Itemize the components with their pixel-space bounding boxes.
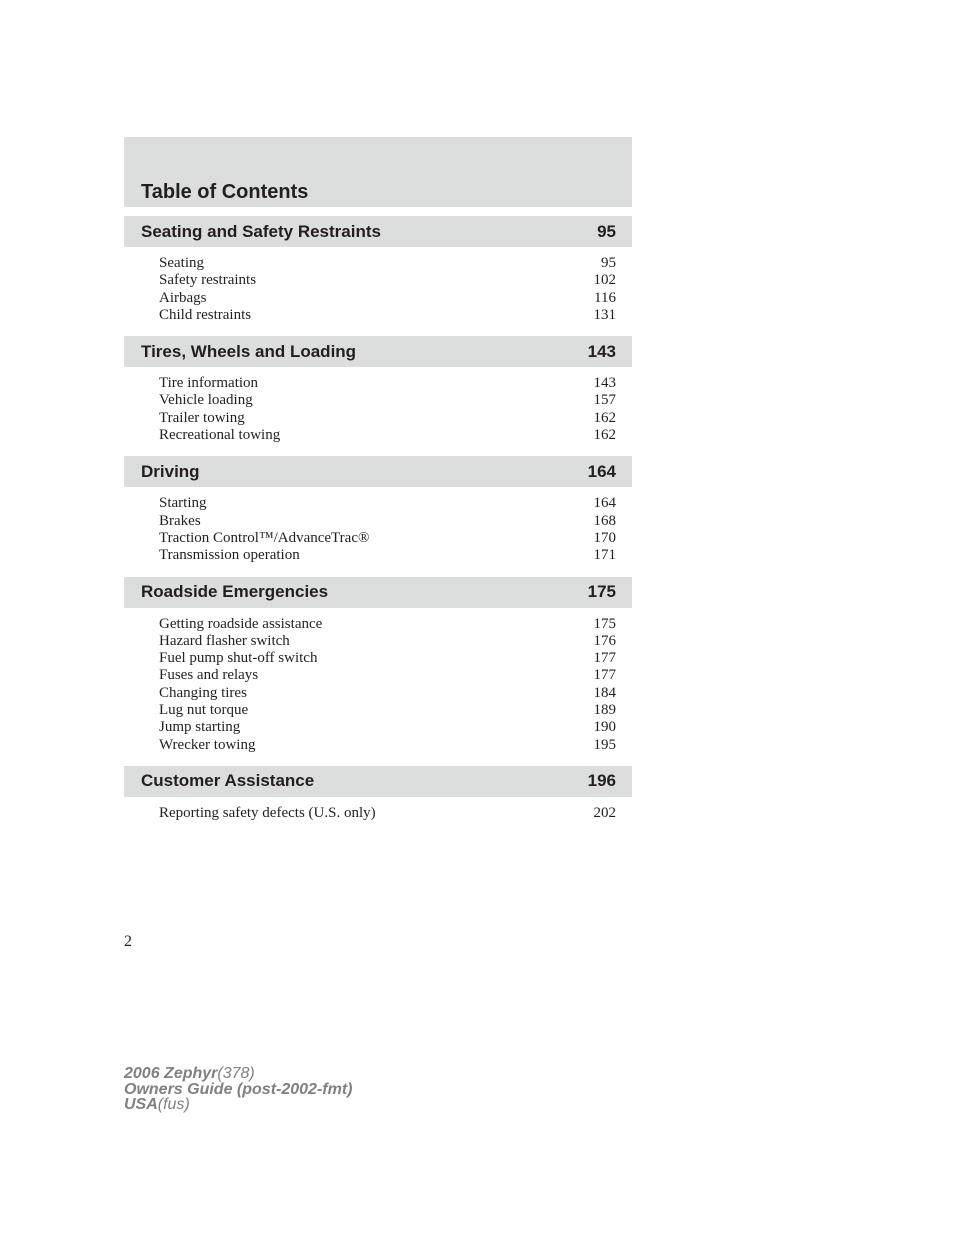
toc-entry: [159, 392, 616, 409]
toc-entry-page: 143: [593, 375, 616, 392]
footer-model: 2006 Zephyr: [124, 1065, 218, 1082]
page-number: 2: [124, 933, 132, 950]
toc-entry: [159, 307, 616, 324]
toc-entry-page: 190: [593, 719, 616, 736]
toc-entry-label: Starting: [159, 495, 207, 512]
section-items: [124, 487, 632, 567]
toc-entry-page: 157: [593, 392, 616, 409]
toc-entry: [159, 255, 616, 272]
section-page: 143: [587, 341, 616, 361]
toc-entry: [159, 290, 616, 307]
section-heading: [124, 216, 632, 247]
toc-entry-page: 131: [593, 306, 616, 323]
toc-entry: [159, 667, 616, 684]
section-heading: [124, 766, 632, 797]
toc-entry: [159, 530, 616, 547]
toc-entry-label: Traction Control™/AdvanceTrac®: [159, 529, 370, 546]
toc-entry-page: 176: [593, 632, 616, 649]
toc-header: [124, 137, 632, 207]
toc-entry-page: 202: [593, 804, 616, 821]
section-title: Driving: [141, 461, 200, 481]
toc-entry-label: Fuel pump shut-off switch: [159, 650, 318, 667]
toc-entry-label: Getting roadside assistance: [159, 615, 323, 632]
toc-entry-page: 184: [593, 684, 616, 701]
toc-entry: [159, 805, 616, 822]
toc-entry-page: 164: [593, 495, 616, 512]
toc-entry-page: 168: [593, 512, 616, 529]
toc-entry: [159, 495, 616, 512]
section-page: 196: [587, 771, 616, 791]
toc-entry-page: 195: [593, 736, 616, 753]
toc-entry: [159, 375, 616, 392]
toc-entry: [159, 719, 616, 736]
toc-entry-page: 95: [601, 255, 616, 271]
footer-market: USA: [124, 1096, 158, 1113]
section-items: [124, 367, 632, 447]
toc-entry: [159, 272, 616, 289]
toc-entry: [159, 427, 616, 444]
footer-guide: Owners Guide (post-2002-fmt): [124, 1080, 353, 1098]
toc-entry-page: 189: [593, 702, 616, 719]
footer-line-2: [124, 1082, 352, 1098]
page-title: Table of Contents: [141, 181, 309, 203]
section-heading: [124, 336, 632, 367]
toc-entry: [159, 616, 616, 633]
toc-entry: [159, 633, 616, 650]
document-footer: [124, 1066, 352, 1113]
section-heading: [124, 577, 632, 608]
table-of-contents: [124, 137, 632, 825]
section-items: [124, 797, 632, 825]
section-title: Roadside Emergencies: [141, 582, 329, 602]
section-heading: [124, 456, 632, 487]
section-items: [124, 247, 632, 327]
toc-entry-label: Trailer towing: [159, 409, 245, 426]
section-title: Tires, Wheels and Loading: [141, 341, 357, 361]
toc-entry: [159, 685, 616, 702]
toc-entry-page: 102: [593, 272, 616, 289]
toc-entry-label: Changing tires: [159, 684, 247, 701]
section-items: [124, 608, 632, 757]
toc-entry-label: Fuses and relays: [159, 667, 259, 684]
toc-sections: [124, 216, 632, 825]
toc-entry-page: 177: [593, 650, 616, 667]
toc-entry-label: Airbags: [159, 289, 207, 306]
toc-entry-page: 162: [593, 409, 616, 426]
toc-entry-label: Tire information: [159, 375, 259, 392]
section-page: 95: [597, 221, 616, 241]
toc-entry-page: 177: [593, 667, 616, 684]
section-title: Customer Assistance: [141, 771, 315, 791]
toc-entry-page: 162: [593, 427, 616, 444]
toc-entry: [159, 737, 616, 754]
toc-entry: [159, 410, 616, 427]
toc-entry-page: 175: [593, 615, 616, 632]
toc-entry-label: Safety restraints: [159, 272, 257, 289]
toc-entry-page: 116: [594, 289, 616, 306]
toc-entry-label: Jump starting: [159, 719, 241, 736]
toc-entry: [159, 547, 616, 564]
toc-entry: [159, 650, 616, 667]
toc-entry-label: Brakes: [159, 512, 201, 529]
section-page: 164: [587, 461, 616, 481]
section-page: 175: [587, 582, 616, 602]
toc-entry-label: Seating: [159, 255, 204, 271]
section-title: Seating and Safety Restraints: [141, 221, 381, 241]
toc-entry: [159, 702, 616, 719]
toc-entry-label: Reporting safety defects (U.S. only): [159, 804, 376, 821]
toc-entry-page: 171: [593, 547, 616, 564]
footer-model-code: (378): [217, 1065, 255, 1082]
toc-entry-label: Recreational towing: [159, 427, 281, 444]
toc-entry-label: Lug nut torque: [159, 702, 249, 719]
toc-entry-page: 170: [593, 529, 616, 546]
footer-market-code: (fus): [157, 1096, 190, 1113]
toc-entry-label: Child restraints: [159, 306, 252, 323]
toc-entry: [159, 513, 616, 530]
toc-entry-label: Vehicle loading: [159, 392, 253, 409]
footer-line-1: [124, 1066, 352, 1082]
toc-entry-label: Transmission operation: [159, 547, 300, 564]
toc-entry-label: Hazard flasher switch: [159, 632, 290, 649]
footer-line-3: [124, 1097, 352, 1113]
toc-entry-label: Wrecker towing: [159, 736, 256, 753]
